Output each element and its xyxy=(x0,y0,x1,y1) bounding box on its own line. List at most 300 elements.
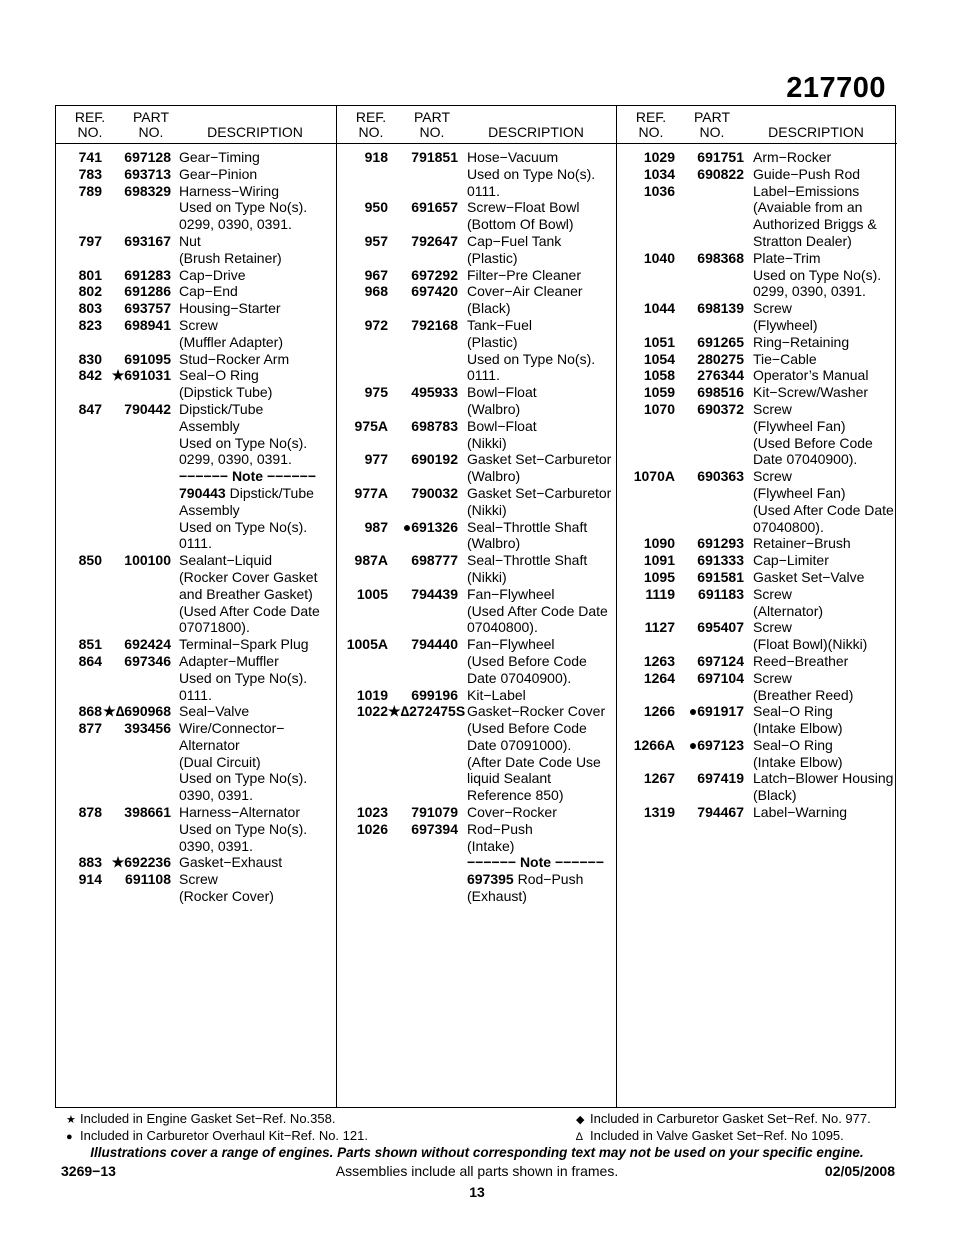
ref-no xyxy=(617,283,675,300)
part-no xyxy=(388,502,458,519)
part-description: (Brush Retainer) xyxy=(179,249,282,266)
part-description: (Dual Circuit) xyxy=(179,753,261,770)
part-row xyxy=(337,317,617,334)
part-row xyxy=(617,603,897,620)
part-description: 0299, 0390, 0391. xyxy=(753,283,866,300)
part-row xyxy=(337,703,617,720)
ref-no: 1263 xyxy=(643,652,675,669)
part-row xyxy=(337,502,617,519)
part-no xyxy=(102,199,171,216)
diamond-icon: ◆ xyxy=(576,1114,585,1126)
part-no: 790442 xyxy=(124,400,171,417)
part-row xyxy=(617,737,897,754)
part-description: 0299, 0390, 0391. xyxy=(179,216,292,233)
ref-no-header: REF. NO. xyxy=(635,109,667,140)
part-no: 698777 xyxy=(411,552,458,569)
part-description: Cap−Limiter xyxy=(753,552,829,569)
part-no xyxy=(102,418,171,435)
legend-text: Included in Carburetor Overhaul Kit−Ref. No. 121. xyxy=(80,1128,368,1143)
part-description: (Avaiable from an xyxy=(753,199,863,216)
part-no xyxy=(102,821,171,838)
part-row xyxy=(617,770,897,787)
part-description: liquid Sealant xyxy=(467,770,552,787)
ref-no: 847 xyxy=(78,400,102,417)
ref-no: 1005A xyxy=(346,636,388,653)
part-row xyxy=(56,250,336,267)
part-no xyxy=(102,451,171,468)
part-description: Stratton Dealer) xyxy=(753,232,852,249)
part-no: 697128 xyxy=(124,149,171,165)
part-row xyxy=(56,838,336,855)
part-description: Wire/Connector− xyxy=(179,720,285,737)
part-no: 794440 xyxy=(411,636,458,653)
ref-no: 1029 xyxy=(643,149,675,165)
part-row xyxy=(337,569,617,586)
part-no xyxy=(388,351,458,368)
part-no: 693757 xyxy=(124,300,171,317)
part-description: Latch−Blower Housing xyxy=(753,770,894,787)
part-no: 699196 xyxy=(411,686,458,703)
part-no: 697346 xyxy=(124,652,171,669)
part-no: ★∆690968 xyxy=(103,703,171,720)
part-row xyxy=(337,720,617,737)
ref-no xyxy=(337,871,388,888)
part-no xyxy=(388,183,458,200)
part-no xyxy=(102,535,171,552)
part-row xyxy=(56,703,336,720)
part-no xyxy=(102,569,171,586)
part-row xyxy=(617,619,897,636)
ref-no xyxy=(56,619,102,636)
ref-no-header: REF. NO. xyxy=(355,109,387,140)
part-row xyxy=(56,821,336,838)
part-row xyxy=(56,468,336,485)
part-row xyxy=(337,670,617,687)
ref-no: 1267 xyxy=(643,770,675,787)
part-description: Retainer−Brush xyxy=(753,535,851,552)
part-row xyxy=(617,233,897,250)
part-row xyxy=(617,317,897,334)
part-no xyxy=(102,334,171,351)
part-row xyxy=(56,687,336,704)
ref-no xyxy=(337,770,388,787)
part-row xyxy=(56,871,336,888)
part-description: Cap−Drive xyxy=(179,266,246,283)
ref-no: 977A xyxy=(354,484,388,501)
part-no: 794467 xyxy=(697,804,744,821)
part-description: (Used After Code Date xyxy=(753,501,894,518)
part-description: (Intake Elbow) xyxy=(753,720,843,737)
ref-no: 783 xyxy=(78,165,102,182)
part-description: Screw xyxy=(179,316,218,333)
part-row xyxy=(617,384,897,401)
part-row xyxy=(617,216,897,233)
ref-no: 1036 xyxy=(643,182,675,199)
part-no: 691108 xyxy=(125,871,171,888)
part-description: Housing−Starter xyxy=(179,300,281,317)
ref-no: 883 xyxy=(78,854,102,871)
part-no xyxy=(675,435,744,452)
part-description: Date 07040900). xyxy=(467,669,572,686)
part-description: 0390, 0391. xyxy=(179,837,253,854)
ref-no: 1070 xyxy=(643,400,675,417)
part-row xyxy=(56,653,336,670)
part-description: (Walbro) xyxy=(467,535,521,552)
part-no: 691293 xyxy=(697,535,744,552)
legend-right xyxy=(576,1111,871,1145)
ref-no xyxy=(337,468,388,485)
part-row xyxy=(56,283,336,300)
part-no: 691657 xyxy=(411,199,458,216)
part-no: 791079 xyxy=(411,804,458,821)
part-description: Cap−End xyxy=(179,283,238,300)
part-row xyxy=(337,199,617,216)
note-part-no: 790443 xyxy=(179,484,226,501)
part-no xyxy=(102,384,171,401)
part-description: Cover−Air Cleaner xyxy=(467,283,583,300)
ref-no xyxy=(337,351,388,368)
part-row xyxy=(617,351,897,368)
ref-no xyxy=(617,267,675,284)
part-row xyxy=(337,384,617,401)
part-no xyxy=(675,754,744,771)
part-no xyxy=(102,619,171,636)
part-no xyxy=(675,687,744,704)
part-row xyxy=(617,401,897,418)
part-no xyxy=(388,435,458,452)
ref-no: 1019 xyxy=(356,686,388,703)
ref-no xyxy=(617,636,675,653)
part-no xyxy=(388,871,458,888)
part-row xyxy=(337,334,617,351)
part-no: 698941 xyxy=(124,316,171,333)
part-row xyxy=(617,703,897,720)
part-description: −−−−−− Note −−−−−− xyxy=(179,468,316,485)
ref-no xyxy=(337,401,388,418)
part-row xyxy=(337,787,617,804)
part-row xyxy=(56,418,336,435)
ref-no xyxy=(617,451,675,468)
part-row xyxy=(56,233,336,250)
part-row xyxy=(337,871,617,888)
part-row xyxy=(56,317,336,334)
part-description: Reed−Breather xyxy=(753,652,849,669)
parts-column-2 xyxy=(336,106,617,1107)
part-no: 698139 xyxy=(697,300,744,317)
part-row xyxy=(617,519,897,536)
ref-no xyxy=(56,216,102,233)
part-row xyxy=(617,468,897,485)
part-no xyxy=(388,754,458,771)
ref-no xyxy=(56,502,102,519)
part-description: Date 07040900). xyxy=(753,451,858,468)
part-row xyxy=(337,804,617,821)
part-row xyxy=(617,502,897,519)
part-description: (Used Before Code xyxy=(753,434,873,451)
part-no: ●691326 xyxy=(402,518,458,535)
ref-no xyxy=(56,418,102,435)
part-no-header: PART NO. xyxy=(132,109,170,140)
ref-no xyxy=(617,787,675,804)
description-header: DESCRIPTION xyxy=(207,124,303,140)
part-description: (Dipstick Tube) xyxy=(179,384,273,401)
part-no: 697124 xyxy=(697,652,744,669)
part-row xyxy=(617,670,897,687)
part-no xyxy=(675,603,744,620)
part-row xyxy=(337,838,617,855)
part-row xyxy=(337,351,617,368)
part-description: (Float Bowl)(Nikki) xyxy=(753,636,868,653)
ref-no xyxy=(56,569,102,586)
part-no xyxy=(388,300,458,317)
part-row xyxy=(56,334,336,351)
ref-no xyxy=(617,720,675,737)
part-no: 691581 xyxy=(697,568,744,585)
part-row xyxy=(56,519,336,536)
ref-no: 830 xyxy=(78,350,102,367)
ref-no xyxy=(56,250,102,267)
part-no: 398661 xyxy=(124,804,171,821)
revision-date: 02/05/2008 xyxy=(824,1163,895,1179)
part-row xyxy=(337,619,617,636)
ref-no: 1266A xyxy=(633,736,675,753)
ref-no xyxy=(56,334,102,351)
part-description: (Muffler Adapter) xyxy=(179,333,284,350)
ref-no: 1266 xyxy=(643,703,675,720)
part-no: 691283 xyxy=(124,266,171,283)
ref-no xyxy=(337,334,388,351)
ref-no xyxy=(56,519,102,536)
part-description: (Black) xyxy=(753,787,797,804)
ref-no: 797 xyxy=(78,232,102,249)
part-description: 0299, 0390, 0391. xyxy=(179,451,292,468)
part-description: Screw xyxy=(753,619,792,636)
part-no: 100100 xyxy=(124,552,171,569)
part-row xyxy=(617,451,897,468)
part-no: 691265 xyxy=(697,333,744,350)
ref-no xyxy=(617,216,675,233)
part-row xyxy=(617,754,897,771)
legend-item xyxy=(66,1111,368,1128)
part-row xyxy=(56,199,336,216)
part-no xyxy=(388,888,458,905)
ref-no xyxy=(337,838,388,855)
part-no: 792168 xyxy=(411,316,458,333)
part-row xyxy=(617,485,897,502)
part-no: 690192 xyxy=(411,451,458,468)
part-description: Sealant−Liquid xyxy=(179,552,273,569)
part-row xyxy=(56,502,336,519)
part-no: 697104 xyxy=(697,669,744,686)
part-no xyxy=(675,451,744,468)
part-no xyxy=(102,586,171,603)
part-no xyxy=(675,267,744,284)
part-row xyxy=(56,636,336,653)
part-row xyxy=(617,787,897,804)
ref-no xyxy=(337,166,388,183)
part-description: Cover−Rocker xyxy=(467,804,557,821)
ref-no xyxy=(337,653,388,670)
part-no xyxy=(102,519,171,536)
part-description: and Breather Gasket) xyxy=(179,585,313,602)
part-no xyxy=(388,670,458,687)
ref-no: 977 xyxy=(364,451,388,468)
part-description: Nut xyxy=(179,232,201,249)
part-description: Ring−Retaining xyxy=(753,333,850,350)
part-no xyxy=(388,653,458,670)
part-description: Seal−Valve xyxy=(179,703,250,720)
ref-no xyxy=(337,720,388,737)
part-no xyxy=(675,787,744,804)
part-description: Screw xyxy=(753,669,792,686)
part-description: Seal−O Ring xyxy=(179,367,259,384)
part-row xyxy=(56,670,336,687)
part-no xyxy=(388,737,458,754)
part-no xyxy=(675,418,744,435)
part-row xyxy=(56,603,336,620)
part-row xyxy=(56,451,336,468)
legend-text: Included in Engine Gasket Set−Ref. No.358. xyxy=(80,1111,336,1126)
ref-no: 975 xyxy=(364,384,388,401)
ref-no: 1059 xyxy=(643,384,675,401)
part-row xyxy=(617,569,897,586)
part-description: (Walbro) xyxy=(467,400,521,417)
part-description: (Bottom Of Bowl) xyxy=(467,216,574,233)
ref-no xyxy=(56,603,102,620)
page-number: 13 xyxy=(469,1184,485,1200)
ref-no: 877 xyxy=(78,720,102,737)
ref-no xyxy=(337,250,388,267)
part-row xyxy=(56,552,336,569)
part-no xyxy=(102,838,171,855)
part-no: 791851 xyxy=(411,149,458,165)
part-no: 698368 xyxy=(697,249,744,266)
part-row xyxy=(337,250,617,267)
part-no xyxy=(675,317,744,334)
ref-no xyxy=(617,485,675,502)
part-description: (After Date Code Use xyxy=(467,753,601,770)
part-description: (Flywheel Fan) xyxy=(753,417,846,434)
part-description: Hose−Vacuum xyxy=(467,149,559,165)
part-no: 790032 xyxy=(411,484,458,501)
legend-left xyxy=(66,1111,368,1145)
part-no: 690372 xyxy=(697,400,744,417)
part-row xyxy=(337,267,617,284)
part-description: (Used After Code Date xyxy=(179,602,320,619)
part-description: Used on Type No(s). xyxy=(753,266,882,283)
header-divider xyxy=(337,143,617,144)
ref-no: 1070A xyxy=(633,468,675,485)
part-description: Used on Type No(s). xyxy=(179,518,308,535)
part-description: (Used Before Code xyxy=(467,720,587,737)
ref-no: 918 xyxy=(364,149,388,165)
part-description: Label−Emissions xyxy=(753,182,860,199)
part-row xyxy=(337,737,617,754)
ref-no: 1091 xyxy=(643,552,675,569)
part-no xyxy=(388,720,458,737)
part-no: 693167 xyxy=(124,232,171,249)
part-description: Kit−Screw/Washer xyxy=(753,384,869,401)
part-description: Operator’s Manual xyxy=(753,367,869,384)
part-row xyxy=(56,401,336,418)
part-row xyxy=(56,166,336,183)
ref-no xyxy=(617,317,675,334)
part-row xyxy=(56,569,336,586)
part-no xyxy=(388,468,458,485)
ref-no: 1034 xyxy=(643,165,675,182)
part-description: Harness−Wiring xyxy=(179,182,279,199)
ref-no xyxy=(337,216,388,233)
part-description: Gasket Set−Carburetor xyxy=(467,451,612,468)
part-description: Filter−Pre Cleaner xyxy=(467,266,581,283)
ref-no: 968 xyxy=(364,283,388,300)
ref-no xyxy=(56,737,102,754)
part-row xyxy=(56,737,336,754)
ref-no: 851 xyxy=(78,636,102,653)
ref-no: 1119 xyxy=(645,585,675,602)
part-description: Adapter−Muffler xyxy=(179,652,279,669)
part-description xyxy=(467,871,583,888)
ref-no: 878 xyxy=(78,804,102,821)
header-divider xyxy=(617,143,897,144)
part-no xyxy=(675,233,744,250)
part-row xyxy=(617,250,897,267)
part-row xyxy=(617,653,897,670)
legend-item xyxy=(576,1111,871,1128)
ref-no xyxy=(617,418,675,435)
ref-no xyxy=(337,183,388,200)
part-description: Used on Type No(s). xyxy=(179,199,308,216)
part-description: Gasket−Rocker Cover xyxy=(467,703,606,720)
column-header xyxy=(337,110,617,142)
part-no: 794439 xyxy=(411,585,458,602)
part-description: Date 07091000). xyxy=(467,736,572,753)
part-row xyxy=(56,485,336,502)
part-row xyxy=(56,854,336,871)
part-no: 698783 xyxy=(411,417,458,434)
part-description: 07071800). xyxy=(179,619,250,636)
ref-no xyxy=(56,838,102,855)
ref-no xyxy=(56,687,102,704)
part-no xyxy=(388,401,458,418)
part-description: Harness−Alternator xyxy=(179,804,301,821)
part-no xyxy=(388,535,458,552)
part-no xyxy=(388,787,458,804)
part-row xyxy=(617,283,897,300)
part-description: Used on Type No(s). xyxy=(467,350,596,367)
part-row xyxy=(337,586,617,603)
ref-no xyxy=(56,586,102,603)
ref-no xyxy=(56,535,102,552)
part-row xyxy=(617,418,897,435)
part-no: 693713 xyxy=(124,165,171,182)
part-description: (Flywheel) xyxy=(753,316,818,333)
ref-no: 802 xyxy=(78,283,102,300)
part-description: Tie−Cable xyxy=(753,350,817,367)
part-description: Fan−Flywheel xyxy=(467,585,555,602)
part-row xyxy=(56,586,336,603)
part-description: 07040800). xyxy=(467,619,538,636)
ref-no: 850 xyxy=(78,552,102,569)
part-no: 393456 xyxy=(124,720,171,737)
part-description: Guide−Push Rod xyxy=(753,165,861,182)
part-row xyxy=(337,367,617,384)
part-no xyxy=(675,485,744,502)
ref-no xyxy=(617,233,675,250)
note-part-description: Rod−Push xyxy=(517,871,584,888)
part-row xyxy=(617,804,897,821)
part-no xyxy=(102,603,171,620)
